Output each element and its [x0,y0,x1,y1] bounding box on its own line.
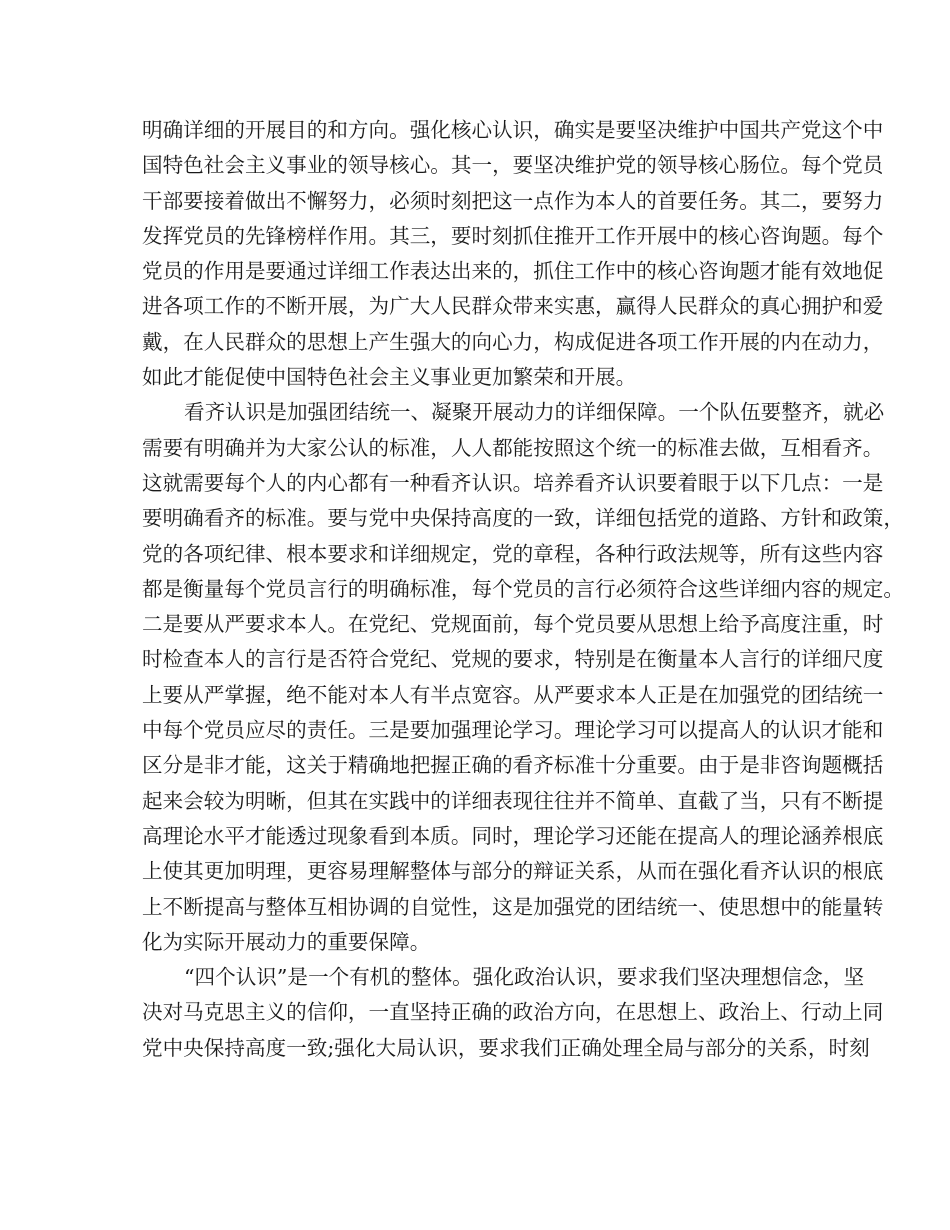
body-text [142,113,904,1066]
text-line: 时检查本人的言行是否符合党纪、党规的要求，特别是在衡量本人言行的详细尺度 [142,647,884,672]
paragraph-3 [142,960,884,1066]
text-line: 如此才能促使中国特色社会主义事业更加繁荣和开展。 [142,365,637,390]
text-line: 上要从严掌握，绝不能对本人有半点宽容。从严要求本人正是在加强党的团结统一 [142,682,884,707]
text-line: 化为实际开展动力的重要保障。 [142,929,431,954]
text-line: 二是要从严要求本人。在党纪、党规面前，每个党员要从思想上给予高度注重，时 [142,612,884,637]
text-line: 发挥党员的先锋榜样作用。其三，要时刻抓住推开工作开展中的核心咨询题。每个 [142,223,884,248]
text-line: 党员的作用是要通过详细工作表达出来的，抓住工作中的核心咨询题才能有效地促 [142,259,884,284]
text-line: 起来会较为明晰，但其在实践中的详细表现往往并不简单、直截了当，只有不断提 [142,788,884,813]
text-line: 党的各项纪律、根本要求和详细规定，党的章程，各种行政法规等，所有这些内容 [142,541,884,566]
text-line: 国特色社会主义事业的领导核心。其一，要坚决维护党的领导核心肠位。每个党员 [142,153,884,178]
text-line: 上不断提高与整体互相协调的自觉性，这是加强党的团结统一、使思想中的能量转 [142,894,884,919]
text-line: 都是衡量每个党员言行的明确标准，每个党员的言行必须符合这些详细内容的规定。 [142,576,904,601]
text-line: 看齐认识是加强团结统一、凝聚开展动力的详细保障。一个队伍要整齐，就必 [184,400,885,425]
text-line: 戴，在人民群众的思想上产生强大的向心力，构成促进各项工作开展的内在动力， [142,329,884,354]
text-line: 党中央保持高度一致;强化大局认识，要求我们正确处理全局与部分的关系，时刻 [142,1035,870,1060]
text-line: 干部要接着做出不懈努力，必须时刻把这一点作为本人的首要任务。其二，要努力 [142,188,884,213]
text-line: 这就需要每个人的内心都有一种看齐认识。培养看齐认识要着眼于以下几点：一是 [142,470,884,495]
text-line: 上使其更加明理，更容易理解整体与部分的辩证关系，从而在强化看齐认识的根底 [142,859,884,884]
text-line: 明确详细的开展目的和方向。强化核心认识，确实是要坚决维护中国共产党这个中 [142,118,884,142]
text-line: “四个认识”是一个有机的整体。强化政治认识，要求我们坚决理想信念，坚 [184,965,865,990]
paragraph-2 [142,395,904,960]
text-line: 要明确看齐的标准。要与党中央保持高度的一致，详细包括党的道路、方针和政策， [142,506,904,531]
paragraph-1 [142,113,884,395]
text-line: 中每个党员应尽的责任。三是要加强理论学习。理论学习可以提高人的认识才能和 [142,718,884,743]
text-line: 决对马克思主义的信仰，一直坚持正确的政治方向，在思想上、政治上、行动上同 [142,1000,884,1025]
text-line: 区分是非才能，这关于精确地把握正确的看齐标准十分重要。由于是非咨询题概括 [142,753,884,778]
text-line: 需要有明确并为大家公认的标准，人人都能按照这个统一的标准去做，互相看齐。 [142,435,884,460]
text-line: 进各项工作的不断开展，为广大人民群众带来实惠，赢得人民群众的真心拥护和爱 [142,294,884,319]
text-line: 高理论水平才能透过现象看到本质。同时，理论学习还能在提高人的理论涵养根底 [142,823,884,848]
